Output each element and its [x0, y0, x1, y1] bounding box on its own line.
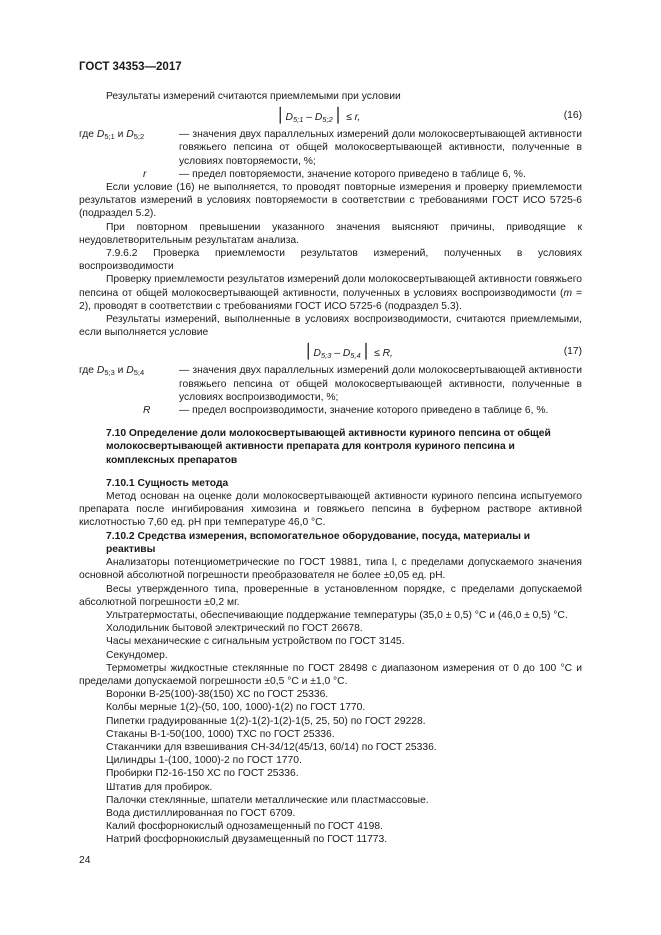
subsection-heading: 7.10.1 Сущность метода: [106, 477, 229, 489]
formula-var: D: [342, 348, 351, 360]
list-item: Колбы мерные 1(2)-(50, 100, 1000)-1(2) по ГОСТ 1770.: [106, 702, 366, 714]
conj: и: [114, 129, 127, 141]
list-item: Цилиндры 1-(100, 1000)-2 по ГОСТ 1770.: [106, 755, 302, 767]
symbol-sub: 5;2: [133, 132, 145, 142]
list-item: Секундомер.: [106, 649, 168, 661]
page-number: 24: [79, 855, 91, 866]
list-item: Стаканы В-1-50(100, 1000) ТХС по ГОСТ 25336.: [106, 728, 335, 740]
abs-bar: ⎪: [275, 107, 286, 124]
symbol: D: [126, 365, 134, 377]
formula-16: [79, 103, 582, 128]
conj: и: [114, 365, 127, 377]
definition-text: — предел воспроизводимости, значение которого приведено в таблице 6, %.: [179, 405, 549, 417]
list-item: Стаканчики для взвешивания СН-34/12(45/13, 60/14) по ГОСТ 25336.: [106, 741, 437, 753]
symbol-sub: 5;4: [133, 368, 145, 378]
symbol: D: [96, 365, 105, 377]
list-item: Пробирки П2-16-150 ХС по ГОСТ 25336.: [106, 768, 299, 780]
formula-var: D: [314, 112, 323, 124]
symbol: D: [96, 129, 105, 141]
document-header: ГОСТ 34353—2017: [79, 61, 182, 73]
paragraph: 7.9.6.2 Проверка приемлемости результатов измерений, полученных в условиях воспроизводимости: [79, 248, 582, 273]
abs-bar: ⎪: [303, 343, 314, 360]
formula-relation: ≤ R,: [371, 348, 393, 360]
formula-sub: 5,4: [350, 351, 361, 361]
paragraph: Если условие (16) не выполняется, то проводят повторные измерения и проверку приемлемости результатов измерений в условиях повторяемости в соответствии с требованиями ГОСТ ИСО 5725-6 (подраздел 5.2).: [79, 182, 582, 220]
list-item: Холодильник бытовой электрический по ГОСТ 26678.: [106, 623, 363, 635]
paragraph: Результаты измерений считаются приемлемыми при условии: [106, 91, 401, 102]
where-word: где: [79, 365, 97, 377]
formula-sub: 5;1: [292, 115, 304, 125]
list-item: Весы утвержденного типа, проверенные в установленном порядке, с пределами допускаемой абсолютной погрешности ±0,2 мг.: [79, 583, 582, 608]
abs-bar: ⎪: [332, 107, 344, 124]
definition-text: — значения двух параллельных измерений доли молокосвертывающей активности говяжьего пепсина от общей молокосвертывающей активности, полученные в условиях повторяемости, %;: [179, 129, 582, 167]
formula-op: –: [303, 112, 315, 124]
formula-op: –: [331, 348, 343, 360]
formula-var: D: [313, 348, 321, 360]
symbol-sub: 5;3: [104, 368, 115, 378]
symbol: m: [563, 287, 573, 299]
formula-expression: [275, 109, 360, 124]
formula-sub: 5;3: [320, 351, 332, 361]
text-run: = 2), проводят в соответствии с требованиями ГОСТ ИСО 5725-6 (подраздел 5.3).: [79, 287, 582, 312]
R-definition: [79, 404, 582, 417]
r-definition: [79, 168, 582, 181]
section-heading: 7.10 Определение доли молокосвертывающей активности куриного пепсина от общей молокосвертывающей активности препарата для контроля куриного пепсина и комплексных препаратов: [106, 428, 551, 466]
page-body: [79, 90, 582, 847]
list-item: Воронки В-25(100)-38(150) ХС по ГОСТ 25336.: [106, 689, 329, 701]
symbol: D: [126, 129, 134, 141]
formula-sub: 5;2: [322, 115, 333, 125]
where-word: где: [79, 129, 97, 141]
paragraph: [79, 273, 582, 313]
subsection-heading: 7.10.2 Средства измерения, вспомогательное оборудование, посуда, материалы и реактивы: [106, 530, 531, 555]
list-item: Калий фосфорнокислый однозамещенный по ГОСТ 4198.: [106, 821, 383, 833]
list-item: Часы механические с сигнальным устройством по ГОСТ 3145.: [106, 636, 405, 648]
definition-text: — значения двух параллельных измерений доли молокосвертывающей активности говяжьего пепсина от общей молокосвертывающей активности, полученные в условиях воспроизводимости, %;: [179, 365, 582, 403]
list-item: Анализаторы потенциометрические по ГОСТ 19881, типа I, с пределами допускаемого значения основной абсолютной погрешности преобразователя не более ±0,05 ед. рН.: [79, 557, 582, 582]
list-item: Термометры жидкостные стеклянные по ГОСТ 28498 с диапазоном измерения от 0 до 100 °С и пределами допускаемой погрешности ±0,5 °С и ±1,0 °С.: [79, 662, 582, 687]
definition-text: — предел повторяемости, значение которого приведено в таблице 6, %.: [179, 168, 526, 180]
formula-relation: ≤ r,: [343, 112, 361, 124]
where-lead: [79, 128, 144, 141]
list-item: Натрий фосфорнокислый двузамещенный по ГОСТ 11773.: [106, 834, 388, 846]
symbol: r: [143, 168, 147, 180]
abs-bar: ⎪: [360, 343, 372, 360]
equipment-list: [79, 556, 582, 846]
paragraph: Метод основан на оценке доли молокосвертывающей активности куриного пепсина испытуемого препарата после ингибирования химозина и говяжьего пепсина в буферном растворе активной кислотностью 7,60 ед. рН при температуре 46,0 °С.: [79, 491, 582, 529]
where-lead: [79, 364, 144, 377]
text-run: Проверку приемлемости результатов измерений доли молокосвертывающей активности говяжьего пепсина от общей молокосвертывающей активности, полученных в условиях воспроизводимости (: [79, 274, 582, 299]
list-item: Штатив для пробирок.: [106, 781, 213, 793]
formula-number: (16): [563, 110, 582, 122]
formula-17: [79, 339, 582, 364]
list-item: Ультратермостаты, обеспечивающие поддержание температуры (35,0 ± 0,5) °С и (46,0 ± 0,5) °С.: [106, 609, 568, 621]
symbol-sub: 5;1: [104, 132, 115, 142]
where-definition: [79, 128, 582, 168]
formula-expression: [303, 345, 393, 360]
list-item: Пипетки градуированные 1(2)-1(2)-1(2)-1(5, 25, 50) по ГОСТ 29228.: [106, 715, 426, 727]
formula-var: D: [285, 112, 293, 124]
where-definition: [79, 364, 582, 404]
symbol: R: [143, 405, 151, 417]
paragraph: Результаты измерений, выполненные в условиях воспроизводимости, считаются приемлемыми, если выполняется условие: [79, 314, 582, 339]
formula-number: (17): [563, 346, 582, 358]
list-item: Вода дистиллированная по ГОСТ 6709.: [106, 807, 296, 819]
paragraph: При повторном превышении указанного значения выясняют причины, приводящие к неудовлетворительным результатам анализа.: [79, 221, 582, 246]
list-item: Палочки стеклянные, шпатели металлические или пластмассовые.: [106, 794, 429, 806]
